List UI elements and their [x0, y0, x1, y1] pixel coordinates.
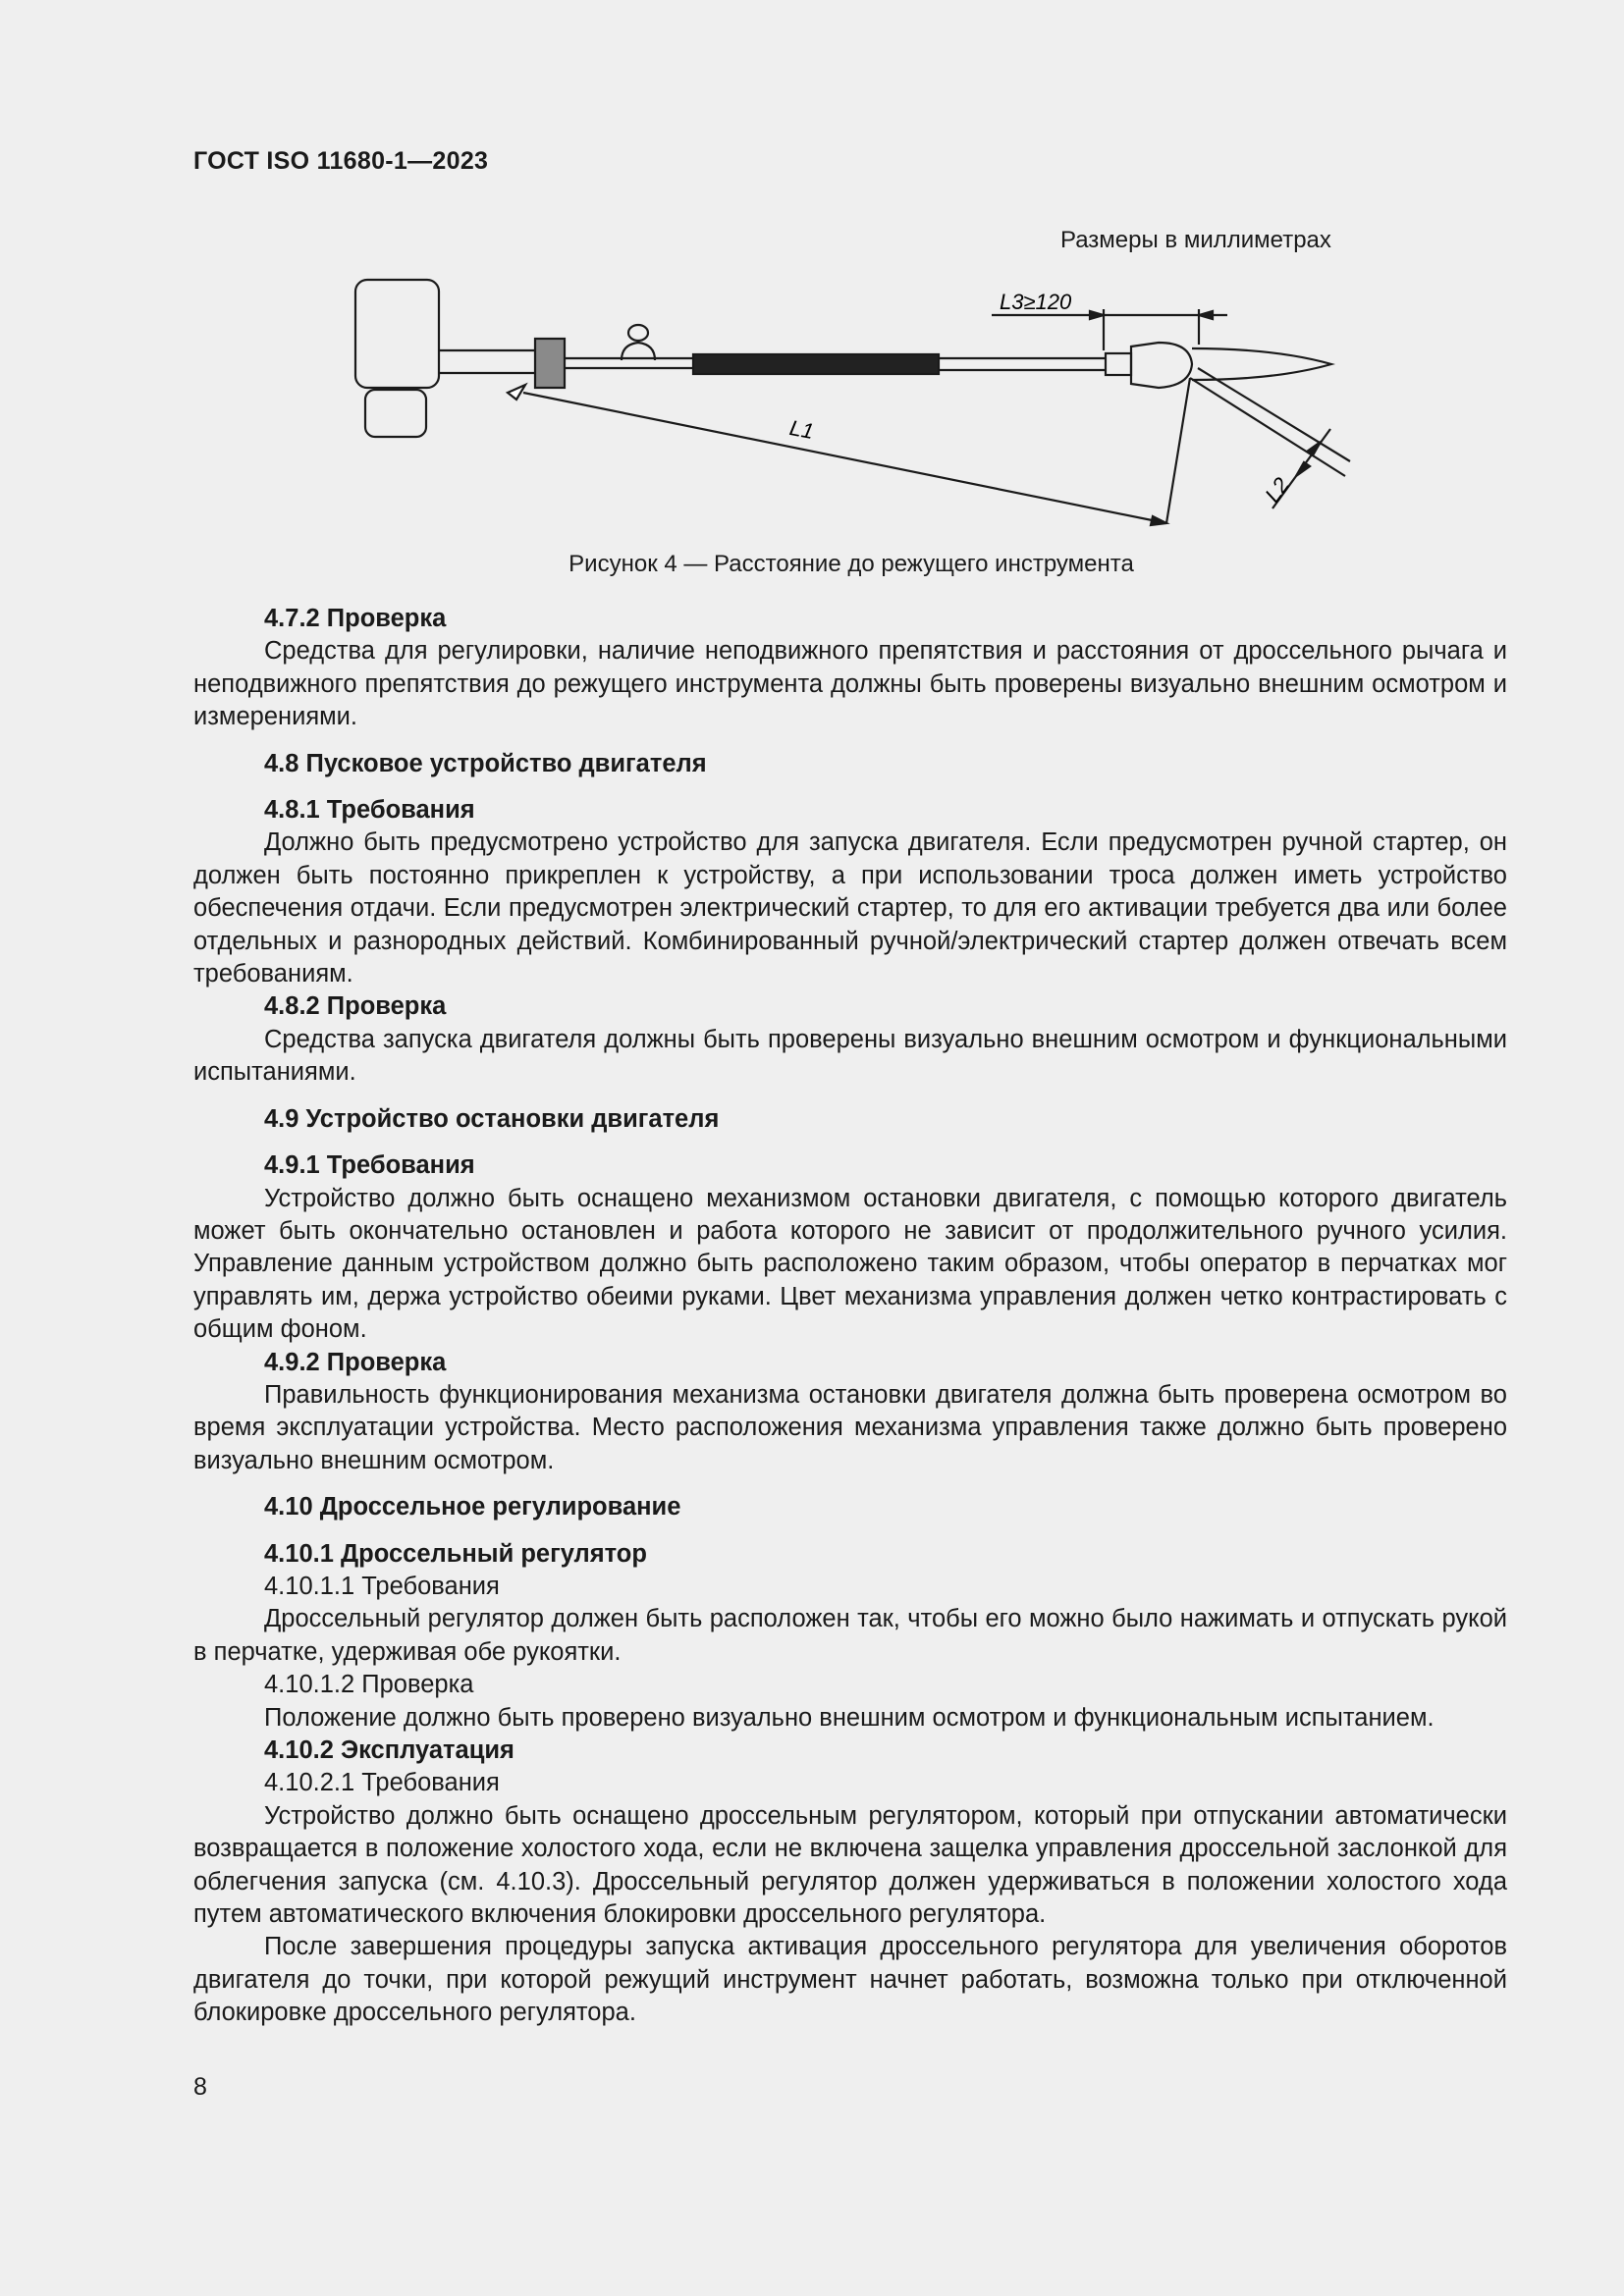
heading-4-10-1: 4.10.1 Дроссельный регулятор [264, 1539, 647, 1568]
heading-4-9: 4.9 Устройство остановки двигателя [264, 1104, 720, 1133]
figure-caption: Рисунок 4 — Расстояние до режущего инструмента [568, 551, 1134, 577]
heading-4-7-2: 4.7.2 Проверка [264, 605, 447, 632]
paragraph-4-8-1: Должно быть предусмотрено устройство для запуска двигателя. Если предусмотрен ручной стартер, он должен быть постоянно прикреплен к устройству, а при использовании троса должен иметь устройство обеспечения отдачи. Если предусмотрен электрический стартер, то для его активации требуется два или более отдельных и разнородных действий. Комбинированный ручной/электрический стартер должен отвечать всем требованиям. [193, 828, 1507, 988]
paragraph-4-9-1: Устройство должно быть оснащено механизмом остановки двигателя, с помощью которого двигатель может быть окончательно остановлен и работа которого не зависит от продолжительного ручного усилия. Управление данным устройством должно быть расположено таким образом, чтобы оператор в перчатках мог управлять им, держа устройство обеими руками. Цвет механизма управления должен четко контрастировать с общим фоном. [193, 1184, 1507, 1344]
heading-4-8-1: 4.8.1 Требования [264, 796, 475, 825]
paragraph-4-10-1-1: Дроссельный регулятор должен быть расположен так, чтобы его можно было нажимать и отпускать рукой в перчатке, удерживая обе рукоятки. [193, 1605, 1507, 1666]
units-note: Размеры в миллиметрах [1060, 227, 1331, 253]
document-body [193, 603, 1507, 2030]
cutting-blade [1192, 348, 1331, 380]
paragraph-4-8-2: Средства запуска двигателя должны быть проверены визуально внешним осмотром и функциональными испытаниями. [193, 1025, 1507, 1087]
heading-4-10-1-2: 4.10.1.2 Проверка [264, 1671, 474, 1699]
heading-4-10: 4.10 Дроссельное регулирование [264, 1493, 681, 1522]
heading-4-10-2: 4.10.2 Эксплуатация [264, 1736, 514, 1764]
paragraph-4-9-2: Правильность функционирования механизма остановки двигателя должна быть проверена осмотром во время эксплуатации устройства. Место расположения механизма управления также должно быть проверено визуально внешним осмотром. [193, 1380, 1507, 1474]
gear-head [1131, 343, 1192, 388]
heading-4-9-2: 4.9.2 Проверка [264, 1348, 447, 1376]
heading-4-10-2-1: 4.10.2.1 Требования [264, 1769, 500, 1797]
heading-4-8-2: 4.8.2 Проверка [264, 992, 447, 1021]
fuel-tank [365, 390, 426, 437]
paragraph-4-10-2-1: Устройство должно быть оснащено дроссельным регулятором, который при отпускании автоматически возвращается в положение холостого хода, если не включена защелка управления дроссельной заслонкой для облегчения запуска (см. 4.10.3). Дроссельный регулятор должен удерживаться в положении холостого хода путем автоматического включения блокировки дроссельного регулятора. [193, 1801, 1507, 1929]
engine-housing [355, 280, 439, 388]
heading-4-9-1: 4.9.1 Требования [264, 1151, 475, 1180]
label-l1: L1 [787, 414, 816, 445]
paragraph-4-10-1-2: Положение должно быть проверено визуально внешним осмотром и функциональным испытанием. [264, 1703, 1435, 1732]
label-l2: L2 [1260, 472, 1294, 507]
page-number: 8 [193, 2073, 207, 2101]
label-l3: L3≥120 [1000, 290, 1072, 314]
grip [693, 354, 939, 374]
paragraph-4-10-2-1-continued: После завершения процедуры запуска активация дроссельного регулятора для увеличения оборотов двигателя до точки, при которой режущий инструмент начнет работать, возможна только при отключенной блокировке дроссельного регулятора. [193, 1933, 1507, 2027]
document-id: ГОСТ ISO 11680-1—2023 [193, 147, 489, 175]
throttle-handle [535, 339, 565, 388]
cutting-tool-distance-figure [344, 270, 1375, 545]
heading-4-10-1-1: 4.10.1.1 Требования [264, 1572, 500, 1600]
paragraph-4-7-2: Средства для регулировки, наличие неподвижного препятствия и расстояния от дроссельного рычага и неподвижного препятствия до режущего инструмента должны быть проверены визуально внешним осмотром и измерениями. [193, 637, 1507, 731]
heading-4-8: 4.8 Пусковое устройство двигателя [264, 749, 707, 777]
